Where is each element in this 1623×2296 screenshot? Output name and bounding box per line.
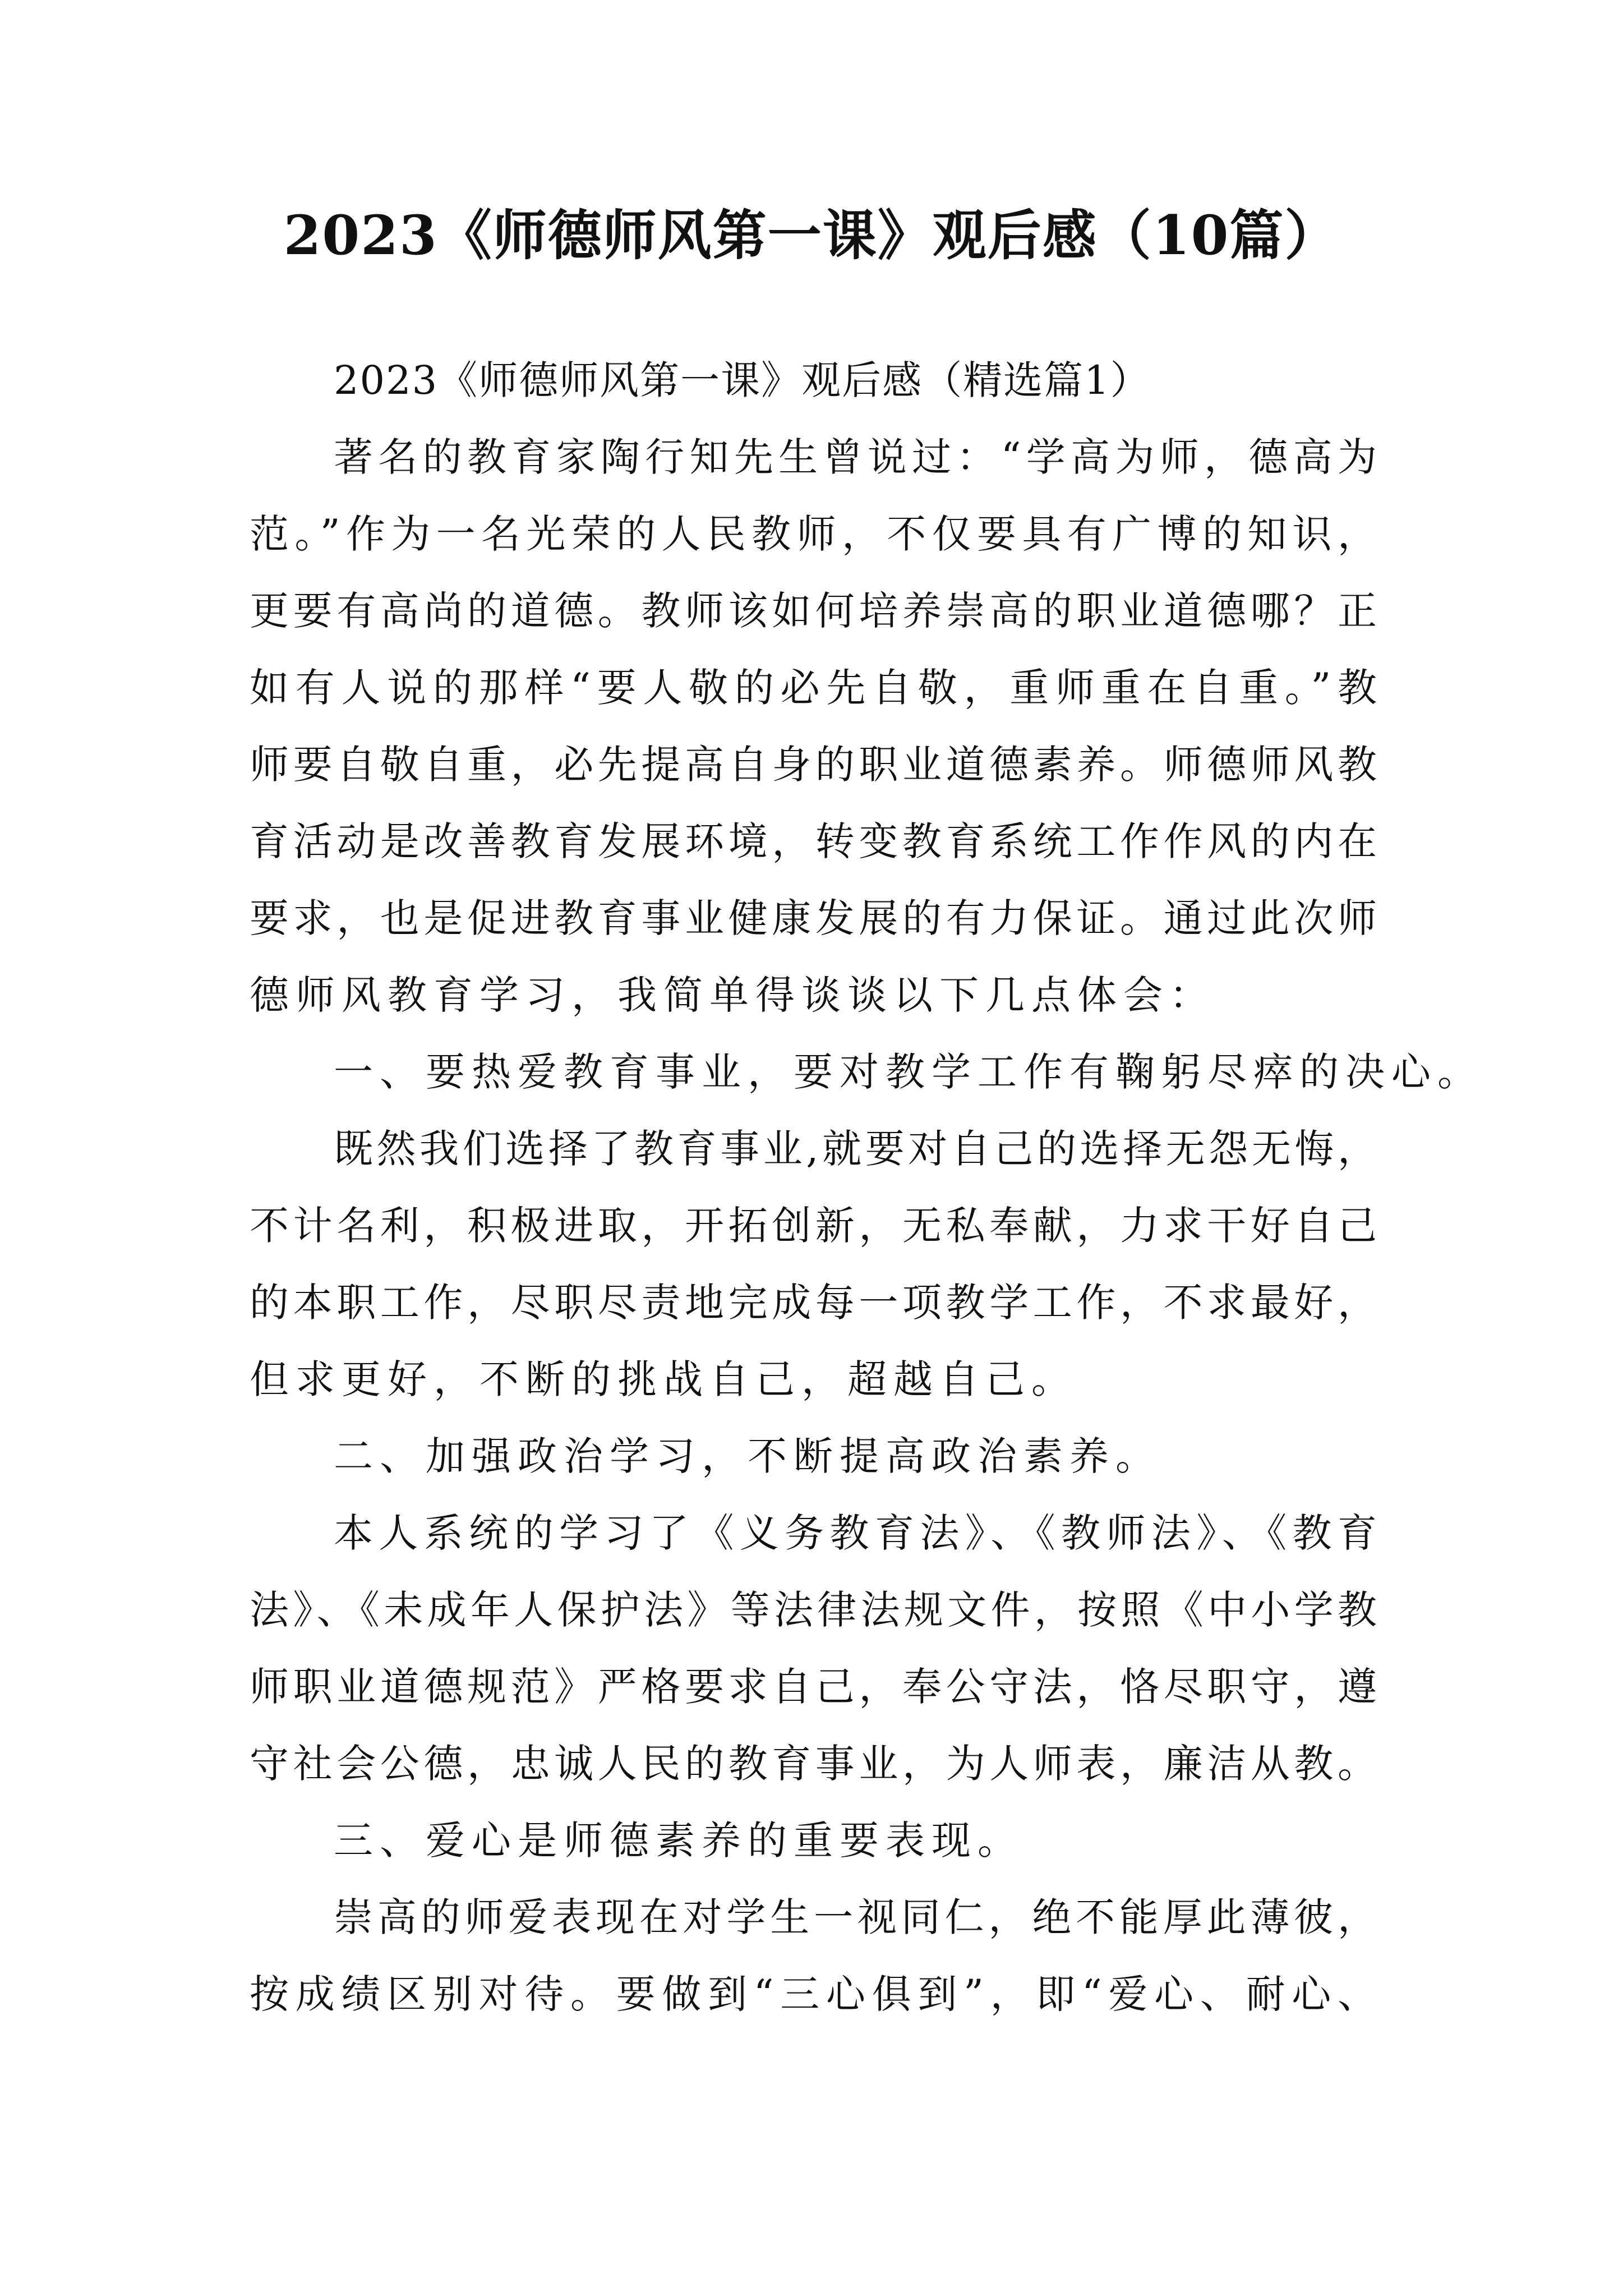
paragraph-line: 法》、《未成年人保护法》等法律法规文件，按照《中小学教 <box>250 1587 1377 1633</box>
paragraph-line: 的本职工作，尽职尽责地完成每一项教学工作，不求最好， <box>250 1280 1377 1326</box>
paragraph-line: 按成绩区别对待。要做到“三心俱到”，即“爱心、耐心、 <box>250 1971 1377 2017</box>
paragraph-line: 崇高的师爱表现在对学生一视同仁，绝不能厚此薄彼， <box>334 1894 1377 1940</box>
paragraph-line: 但求更好，不断的挑战自己，超越自己。 <box>250 1356 1077 1402</box>
point-heading-3: 三、爱心是师德素养的重要表现。 <box>334 1818 1023 1864</box>
paragraph-line: 师职业道德规范》严格要求自己，奉公守法，恪尽职守，遵 <box>250 1664 1377 1710</box>
paragraph-line: 德师风教育学习，我简单得谈谈以下几点体会： <box>250 972 1215 1018</box>
paragraph-line: 本人系统的学习了《义务教育法》、《教师法》、《教育 <box>334 1510 1377 1556</box>
document-title: 2023《师德师风第一课》观后感（10篇） <box>283 204 1340 267</box>
paragraph-line: 著名的教育家陶行知先生曾说过：“学高为师，德高为 <box>334 434 1377 480</box>
paragraph-line: 守社会公德，忠诚人民的教育事业，为人师表，廉洁从教。 <box>250 1741 1377 1787</box>
paragraph-line: 如有人说的那样“要人敬的必先自敬，重师重在自重。”教 <box>250 665 1377 711</box>
paragraph-line: 师要自敬自重，必先提高自身的职业道德素养。师德师风教 <box>250 742 1377 788</box>
point-heading-1: 一、要热爱教育事业，要对教学工作有鞠躬尽瘁的决心。 <box>334 1049 1483 1095</box>
paragraph-line: 育活动是改善教育发展环境，转变教育系统工作作风的内在 <box>250 818 1377 864</box>
paragraph-line: 更要有高尚的道德。教师该如何培养崇高的职业道德哪？正 <box>250 588 1377 634</box>
paragraph-line: 范。”作为一名光荣的人民教师，不仅要具有广博的知识， <box>250 511 1377 557</box>
section-heading: 2023《师德师风第一课》观后感（精选篇1） <box>334 357 1151 403</box>
paragraph-line: 既然我们选择了教育事业,就要对自己的选择无怨无悔， <box>334 1126 1377 1172</box>
paragraph-line: 不计名利，积极进取，开拓创新，无私奉献，力求干好自己 <box>250 1203 1377 1249</box>
paragraph-line: 要求，也是促进教育事业健康发展的有力保证。通过此次师 <box>250 895 1377 941</box>
document-body <box>250 342 1483 2033</box>
point-heading-2: 二、加强政治学习，不断提高政治素养。 <box>334 1433 1161 1479</box>
